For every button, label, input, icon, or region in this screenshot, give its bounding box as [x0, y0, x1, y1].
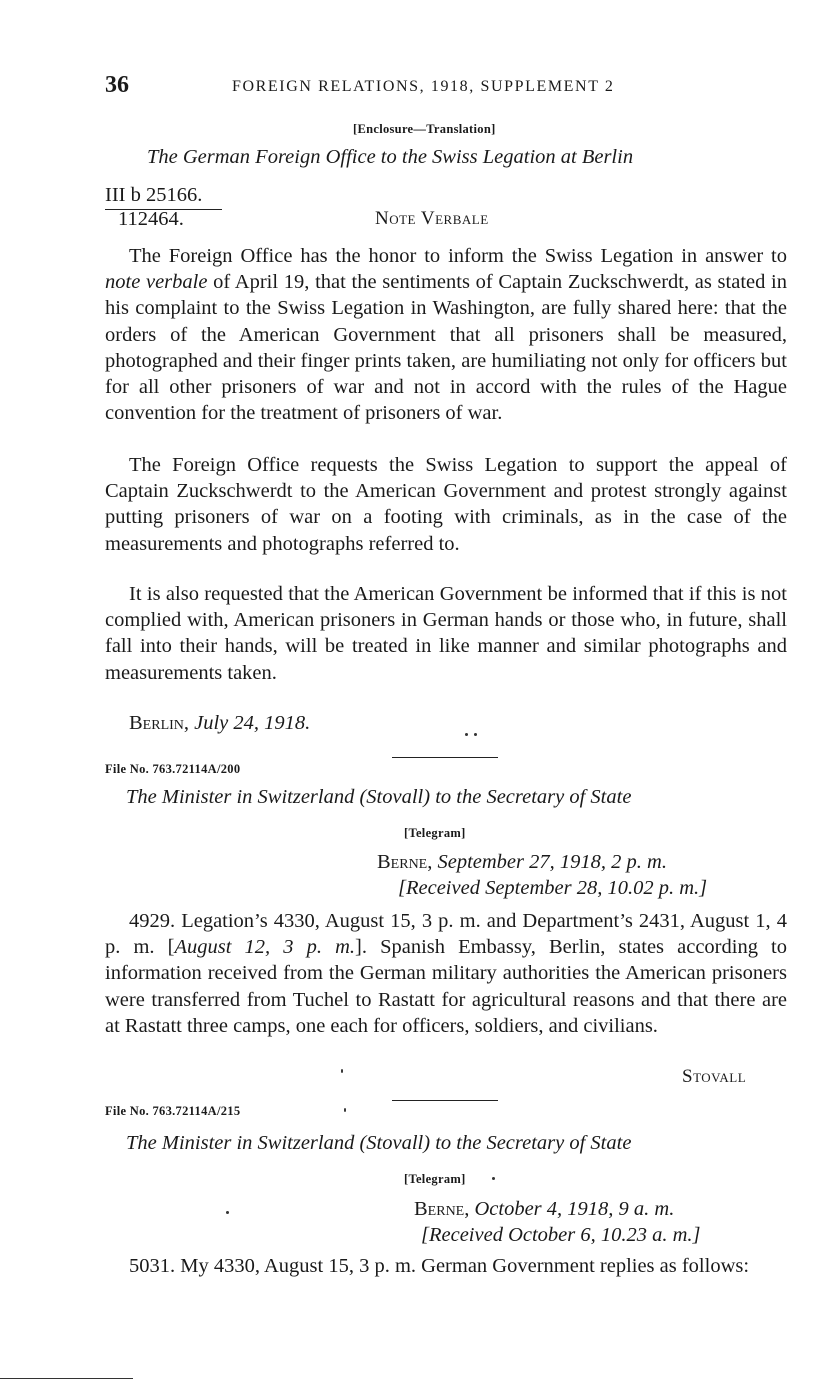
- doc3-heading: [126, 1132, 631, 1155]
- doc3-date-sent: October 4, 1918, 9 a. m.: [474, 1198, 675, 1220]
- doc1-date: July 24, 1918.: [194, 712, 311, 734]
- reference-subnumber: 112464.: [118, 208, 184, 230]
- print-speck: [344, 1108, 346, 1112]
- doc1-paragraph-3: It is also requested that the American Government be informed that if this is not complied with, American prisoners in German hands or those who, in future, shall fall into their hands, will be treated in like manner and similar photographs and measurements taken.: [105, 583, 787, 684]
- print-speck: [492, 1177, 495, 1180]
- doc2-body-b: ]. Spanish Embassy, Berlin, states according to information received from the German military authorities the American prisoners were transferred from Tuchel to Rastatt for agricultural reasons and that there are at Rastatt three camps, one each for officers, soldiers, and civilians.: [105, 936, 787, 1037]
- print-speck: [465, 733, 468, 736]
- print-speck: [226, 1211, 229, 1214]
- doc2-body-emphasis: August 12, 3 p. m.: [174, 936, 356, 959]
- doc3-heading-a: The Minister in Switzerland: [126, 1132, 355, 1154]
- doc1-dateline: [129, 710, 310, 736]
- doc1-p1-text-a: The Foreign Office has the honor to inform the Swiss Legation in answer to: [129, 245, 787, 267]
- doc3-date-received: [Received October 6, 10.23 a. m.]: [421, 1224, 701, 1246]
- doc2-body-a: 4929. Legation’s 4330, August 15, 3 p. m. and Department’s 2431, August 1, 4 p. m. [: [105, 910, 787, 959]
- doc1-paragraph-1: [105, 243, 787, 426]
- doc2-heading-c: to the Secretary of State: [435, 786, 632, 808]
- doc2-date-sent: September 27, 1918, 2 p. m.: [437, 851, 667, 873]
- section-divider: [392, 757, 498, 758]
- enclosure-label: [Enclosure—Translation]: [353, 122, 496, 136]
- doc3-heading-c: to the Secretary of State: [435, 1132, 632, 1154]
- doc3-dateline: [414, 1196, 674, 1222]
- doc2-signature: Stovall: [682, 1066, 747, 1087]
- reference-number: III b 25166.: [105, 184, 203, 206]
- doc1-paragraph-2: The Foreign Office requests the Swiss Legation to support the appeal of Captain Zuckschwerdt to the American Government and protest strongly against putting prisoners of war on a footing with criminals, as in the case of the measurements and photographs referred to.: [105, 454, 787, 555]
- page-number: 36: [105, 72, 129, 98]
- doc3-body: 5031. My 4330, August 15, 3 p. m. German Government replies as follows:: [129, 1255, 750, 1277]
- note-verbale-label: Note Verbale: [375, 208, 489, 229]
- doc3-heading-b: (Stovall): [359, 1132, 431, 1154]
- doc2-heading-a: The Minister in Switzerland: [126, 786, 355, 808]
- doc1-p1-emphasis: note verbale: [105, 271, 208, 294]
- doc2-heading: [126, 786, 631, 809]
- page-edge-line: [0, 1378, 133, 1379]
- doc1-p1-text-b: of April 19, that the sentiments of Captain Zuckschwerdt, as stated in his complaint to the Swiss Legation in Washington, are fully shared here: that the orders of the American Government that all prisoners shall be measured, photographed and their finger prints taken, are humiliating not only for officers but for all other prisoners of war and not in accord with the rules of the Hague convention for the treatment of prisoners of war.: [105, 271, 788, 425]
- doc3-file-number: File No. 763.72114A/215: [105, 1104, 241, 1118]
- doc2-telegram-label: [Telegram]: [404, 826, 466, 840]
- doc2-body: [105, 908, 787, 1039]
- doc3-place: Berne,: [414, 1198, 470, 1220]
- doc1-place: Berlin,: [129, 712, 190, 734]
- running-title: FOREIGN RELATIONS, 1918, SUPPLEMENT 2: [232, 78, 615, 95]
- doc2-place: Berne,: [377, 851, 433, 873]
- doc2-date-received: [Received September 28, 10.02 p. m.]: [398, 877, 708, 899]
- doc2-dateline: [377, 849, 667, 875]
- doc3-telegram-label: [Telegram]: [404, 1172, 466, 1186]
- print-speck: [474, 733, 477, 736]
- doc2-file-number: File No. 763.72114A/200: [105, 762, 241, 776]
- section-divider: [392, 1100, 498, 1101]
- doc1-heading: The German Foreign Office to the Swiss Legation at Berlin: [147, 146, 634, 168]
- print-speck: [341, 1069, 343, 1073]
- doc2-heading-b: (Stovall): [359, 786, 431, 808]
